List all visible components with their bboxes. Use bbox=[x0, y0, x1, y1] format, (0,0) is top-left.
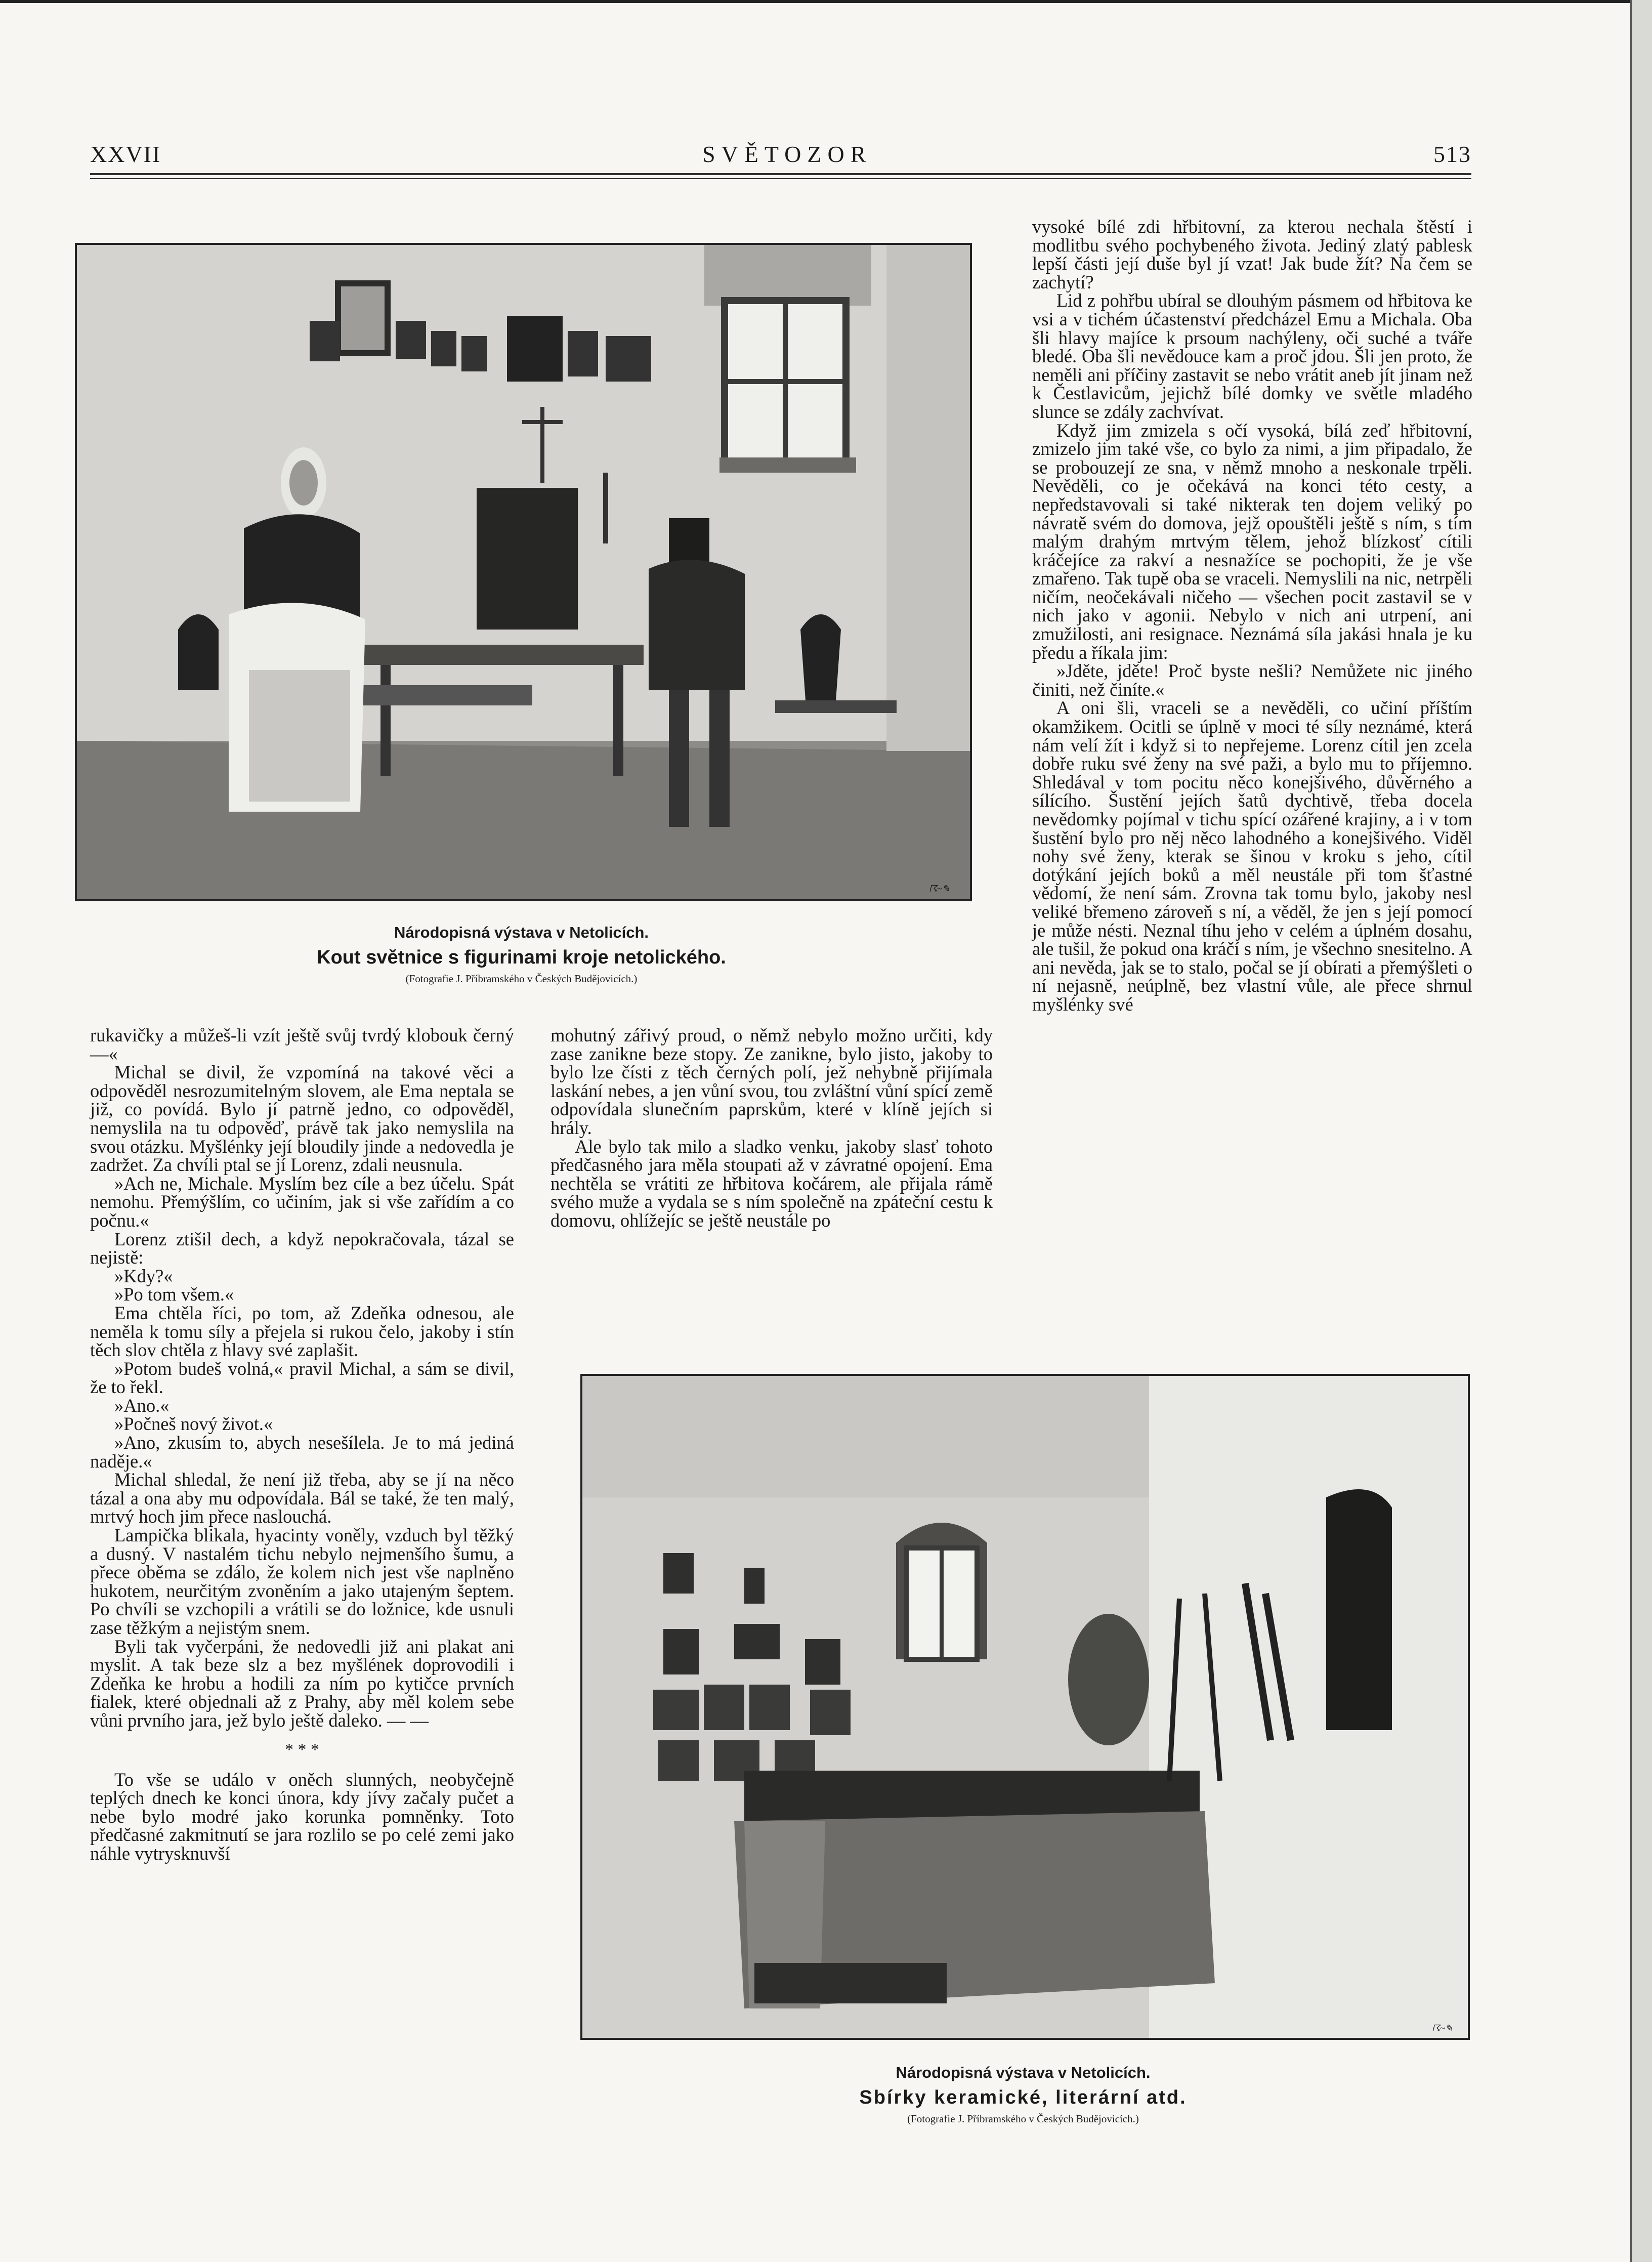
figure1-caption-credit: (Fotografie J. Příbramského v Českých Budějovicích.) bbox=[405, 973, 638, 985]
figure1-caption-title: Národopisná výstava v Netolicích. bbox=[394, 924, 649, 941]
paragraph: rukavičky a můžeš-li vzít ještě svůj tvrdý klobouk černý —« bbox=[90, 1025, 514, 1064]
paragraph: To vše se událo v oněch slunných, neobyčejně teplých dnech ke konci února, kdy jívy začaly pučet a nebe bylo modré jako korunka pomněnky. Toto předčasné zakmitnutí se jara rozlilo se po celé zemi jako náhle vytrysknuvší bbox=[90, 1769, 514, 1864]
running-head bbox=[90, 141, 1471, 171]
header-rule bbox=[90, 173, 1471, 175]
paragraph: »Počneš nový život.« bbox=[114, 1413, 273, 1435]
paragraph: Lampička blikala, hyacinty voněly, vzduch byl těžký a dusný. V nastalém tichu nebylo nejmenšího šumu, a přece oběma se zdálo, že kolem nich jest vše naplněno hukotem, neurčitým zvoněním a jako utajeným šeptem. Po chvíli se vzchopili a vrátili se do ložnice, kde usnuli zase těžkým a nejistým snem. bbox=[90, 1525, 514, 1638]
figure-interior-photo bbox=[75, 243, 972, 901]
figure2-caption bbox=[580, 2064, 1466, 2125]
paragraph: A oni šli, vraceli se a nevěděli, co učiní příštím okamžikem. Ocitli se úplně v moci té síly neznámé, která nám velí žít i když si to nepřejeme. Lorenz cítil jen zcela dobře ruku své ženy na své paži, a bylo mu to příjemno. Shledával v tom pocitu něco konejšivého, důvěrného a sílícího. Šustění jejích šatů dychtivě, třeba docela nevědomky pojímal v tichu spící ozářené krajiny, a i v tom šustění bylo pro něj něco lahodného a konejšivého. Viděl nohy své ženy, kterak se šinou v kroku s jeho, cítil dotýkání jejích boků a měl neustále při tom šťastné vědomí, že není sám. Zrovna tak tomu bylo, jakoby nesl veliké břemeno zároveň s ní, a věděl, že jen s její pomocí je může nésti. Neznal tíhu jeho v celém a úplném dosahu, ale tušil, že pokud ona kráčí s ním, je všechno snesitelno. A ani nevěda, jak se to stalo, počal se jí obírati a přemýšleti o ní nejasně, neúplně, bez vlastní vůle, ale přece shrnul myšlénky své bbox=[1032, 697, 1472, 1015]
paragraph: »Potom budeš volná,« pravil Michal, a sám se divil, že to řekl. bbox=[90, 1358, 514, 1398]
paragraph: »Jděte, jděte! Proč byste nešli? Nemůžete nic jiného činiti, než činíte.« bbox=[1032, 660, 1472, 700]
text-column-left bbox=[90, 1026, 514, 1863]
photographer-signature: ☈~✎ bbox=[929, 884, 950, 894]
paragraph: »Ano.« bbox=[114, 1395, 170, 1416]
figure1-caption-subtitle: Kout světnice s figurinami kroje netolického. bbox=[317, 947, 726, 968]
paragraph: Když jim zmizela s očí vysoká, bílá zeď hřbitovní, zmizelo jim také vše, co bylo za nimi, a jim připadalo, že se probouzejí ze sna, v němž mnoho a neskonale trpěli. Nevěděli, co je očekává na konci této cesty, a nepředstavovali si také nikterak ten dojem veliký po návratě svém do domova, jejž opouštěli ještě s ním, s tím malým drahým mrtvým tělem, jehož blízkosť cítili kráčejíce za rakví a nesnažíce se pochopiti, že je vše zmařeno. Tak tupě oba se vraceli. Nemyslili na nic, netrpěli ničím, neočekávali ničeho — všechen pocit zastavil se v nich jako v agonii. Nebylo v nich ani utrpení, ani zmužilosti, ani resignace. Neznámá síla jakási hnala je ku předu a říkala jim: bbox=[1032, 420, 1472, 663]
paragraph: mohutný zářivý proud, o němž nebylo možno určiti, kdy zase zanikne beze stopy. Ze zanikne, bylo jisto, jakoby to bylo lze čísti z těch černých polí, jež nehybně přijímala laskání nebes, a jen vůní svou, tou zvláštní vůní spící země odpovídala slunečním paprskům, které v klíně jejích si hrály. bbox=[550, 1025, 993, 1138]
figure2-caption-title: Národopisná výstava v Netolicích. bbox=[896, 2064, 1151, 2081]
paragraph: vysoké bílé zdi hřbitovní, za kterou nechala štěstí i modlitbu svého pochybeného života. Jediný zlatý pablesk lepší části její duše byl jí vzat! Jak bude žít? Na čem se zachytí? bbox=[1032, 216, 1472, 292]
paragraph: »Ach ne, Michale. Myslím bez cíle a bez účelu. Spát nemohu. Přemýšlím, co učiním, jak si vše zařídím a co počnu.« bbox=[90, 1172, 514, 1231]
paragraph: Ale bylo tak milo a sladko venku, jakoby slasť tohoto předčasného jara měla stoupati až v závratné opojení. Ema nechtěla se vrátiti ze hřbitova kočárem, ale přijala rámě svého muže a vydala se s ním společně na zpáteční cestu k domovu, ohlížejíc se ještě neustále po bbox=[550, 1136, 993, 1231]
paragraph: Michal shledal, že není již třeba, aby se jí na něco tázal a ona aby mu odpovídala. Bál se také, že ten malý, mrtvý hoch jim přece naslouchá. bbox=[90, 1469, 514, 1527]
paragraph: Lorenz ztišil dech, a když nepokračovala, tázal se nejistě: bbox=[90, 1228, 514, 1268]
photo-illustration bbox=[77, 245, 970, 899]
volume-number: XXVII bbox=[90, 141, 161, 167]
magazine-title: SVĚTOZOR bbox=[702, 141, 872, 167]
paragraph: Lid z pohřbu ubíral se dlouhým pásmem od hřbitova ke vsi a v tichém účastenství předcházel Emu a Michala. Oba šli hlavy majíce k prsoum nachýleny, oči suché a tváře bledé. Oba šli nevědouce kam a proč jdou. Šli jen proto, že neměli ani příčiny zastavit se nebo vrátit aneb jít jinam než k Čestlavicům, jejichž bílé domky ve světle mladého slunce se zdály zachvívat. bbox=[1032, 290, 1472, 422]
scan-edge bbox=[1630, 0, 1652, 2262]
section-break-asterisks: * * * bbox=[285, 1740, 319, 1759]
paragraph: Byli tak vyčerpáni, že nedovedli již ani plakat ani myslit. A tak beze slz a bez myšlének doprovodili i Zdeňka ke hrobu a hodili za ním po kytičce prvních fialek, které objednali až z Prahy, aby měl kolem sebe vůni prvního jara, jež bylo ještě daleko. — — bbox=[90, 1636, 514, 1731]
photo-illustration bbox=[582, 1376, 1468, 2038]
figure2-caption-credit: (Fotografie J. Příbramského v Českých Budějovicích.) bbox=[907, 2113, 1139, 2125]
paragraph: »Ano, zkusím to, abych nesešílela. Je to má jediná naděje.« bbox=[90, 1432, 514, 1472]
text-column-right bbox=[1032, 218, 1472, 1014]
header-rule-thin bbox=[90, 178, 1471, 179]
paragraph: Michal se divil, že vzpomíná na takové věci a odpověděl nesrozumitelným slovem, ale Ema neptala se již, co povídá. Bylo jí patrně jedno, co odpověděl, nemyslila na tu odpověď, právě tak jako nemyslila na svou otázku. Myšlénky její bloudily jinde a nedovedla je zadržet. Za chvíli ptal se jí Lorenz, zdali neusnula. bbox=[90, 1062, 514, 1176]
top-edge-rule bbox=[0, 0, 1652, 3]
figure2-caption-subtitle: Sbírky keramické, literární atd. bbox=[859, 2087, 1187, 2108]
paragraph: »Kdy?« bbox=[114, 1265, 173, 1286]
page-number: 513 bbox=[1433, 141, 1471, 167]
figure1-caption bbox=[75, 924, 968, 985]
text-column-middle bbox=[550, 1026, 993, 1230]
figure-ceramics-photo bbox=[580, 1374, 1470, 2040]
paragraph: »Po tom všem.« bbox=[114, 1284, 234, 1305]
paragraph: Ema chtěla říci, po tom, až Zdeňka odnesou, ale neměla k tomu síly a přejela si rukou čelo, jakoby i stín těch slov chtěla z hlavy své zaplašit. bbox=[90, 1302, 514, 1361]
photographer-signature: ☈~✎ bbox=[1432, 2023, 1453, 2033]
